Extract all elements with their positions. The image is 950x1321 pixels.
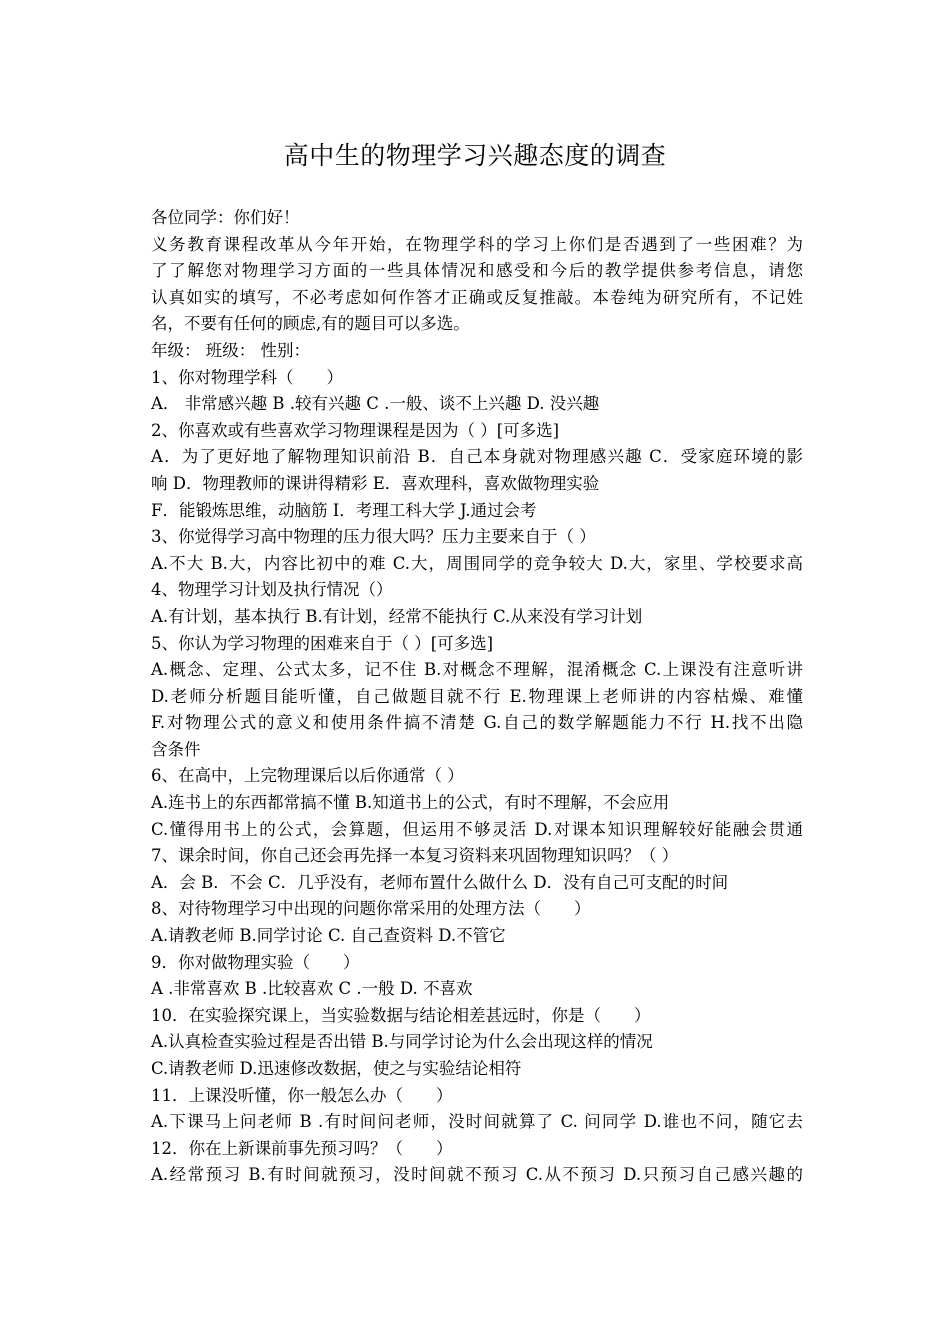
- text-line: C.懂得用书上的公式，会算题，但运用不够灵活 D.对课本知识理解较好能融会贯通: [151, 819, 803, 839]
- text-line: 9．你对做物理实验（ ）: [151, 952, 360, 972]
- text-line: 2、你喜欢或有些喜欢学习物理课程是因为（ ）[可多选]: [151, 420, 560, 440]
- text-line: 12．你在上新课前事先预习吗？（ ）: [151, 1138, 453, 1158]
- text-line: F．能锻炼思维，动脑筋 I．考理工科大学 J.通过会考: [151, 500, 537, 520]
- text-line: F.对物理公式的意义和使用条件搞不清楚 G.自己的数学解题能力不行 H.找不出隐: [151, 713, 803, 733]
- text-line: 认真如实的填写，不必考虑如何作答才正确或反复推敲。本卷纯为研究所有，不记姓: [151, 287, 803, 307]
- text-line: 了了解您对物理学习方面的一些具体情况和感受和今后的教学提供参考信息，请您: [151, 261, 803, 281]
- text-line: 各位同学：你们好！: [151, 208, 300, 227]
- document-body: [151, 205, 803, 1189]
- text-line: 年级： 班级： 性别：: [151, 340, 310, 360]
- text-line: 响 D．物理教师的课讲得精彩 E．喜欢理科，喜欢做物理实验: [151, 473, 600, 493]
- text-line: 8、对待物理学习中出现的问题你常采用的处理方法（ ）: [151, 899, 591, 919]
- document-title: 高中生的物理学习兴趣态度的调查: [283, 141, 667, 170]
- text-line: A.不大 B.大，内容比初中的难 C.大，周围同学的竞争较大 D.大，家里、学校要求高: [151, 553, 803, 573]
- text-line: A.经常预习 B.有时间就预习，没时间就不预习 C.从不预习 D.只预习自己感兴趣的: [151, 1165, 803, 1185]
- text-line: A.概念、定理、公式太多，记不住 B.对概念不理解，混淆概念 C.上课没有注意听讲: [151, 660, 803, 680]
- text-line: D.老师分析题目能听懂，自己做题目就不行 E.物理课上老师讲的内容枯燥、难懂: [151, 686, 803, 706]
- text-line: A.下课马上问老师 B .有时间问老师，没时间就算了 C. 问同学 D.谁也不问，随它去: [151, 1112, 803, 1132]
- text-line: 含条件: [151, 739, 201, 759]
- text-line: 名，不要有任何的顾虑,有的题目可以多选。: [151, 314, 470, 334]
- text-line: 4、物理学习计划及执行情况（）: [151, 580, 393, 600]
- text-line: 11．上课没听懂，你一般怎么办（ ）: [151, 1085, 453, 1105]
- text-line: A .非常喜欢 B .比较喜欢 C .一般 D. 不喜欢: [151, 979, 473, 999]
- text-line: 5、你认为学习物理的困难来自于（ ）[可多选]: [151, 633, 494, 653]
- text-line: 7、课余时间，你自己还会再先择一本复习资料来巩固物理知识吗？（ ）: [151, 846, 679, 866]
- text-line: 6、在高中，上完物理课后以后你通常（ ）: [151, 766, 464, 786]
- text-line: A．为了更好地了解物理知识前沿 B．自己本身就对物理感兴趣 C．受家庭环境的影: [151, 447, 803, 467]
- text-line: A.认真检查实验过程是否出错 B.与同学讨论为什么会出现这样的情况: [151, 1032, 653, 1052]
- text-line: A． 非常感兴趣 B .较有兴趣 C .一般、谈不上兴趣 D. 没兴趣: [151, 394, 600, 414]
- text-line: 1、你对物理学科（ ）: [151, 367, 343, 387]
- text-line: 3、你觉得学习高中物理的压力很大吗？压力主要来自于（ ）: [151, 527, 596, 547]
- text-line: A.有计划，基本执行 B.有计划，经常不能执行 C.从来没有学习计划: [151, 606, 643, 626]
- text-line: A.请教老师 B.同学讨论 C. 自己查资料 D.不管它: [151, 926, 506, 946]
- text-line: 10．在实验探究课上，当实验数据与结论相差甚远时，你是（ ）: [151, 1005, 651, 1025]
- text-line: C.请教老师 D.迅速修改数据，使之与实验结论相符: [151, 1059, 522, 1078]
- text-line: A．会 B．不会 C．几乎没有，老师布置什么做什么 D．没有自己可支配的时间: [151, 872, 729, 892]
- text-line: A.连书上的东西都常搞不懂 B.知道书上的公式，有时不理解，不会应用: [151, 793, 670, 813]
- text-line: 义务教育课程改革从今年开始，在物理学科的学习上你们是否遇到了一些困难？为: [151, 234, 803, 254]
